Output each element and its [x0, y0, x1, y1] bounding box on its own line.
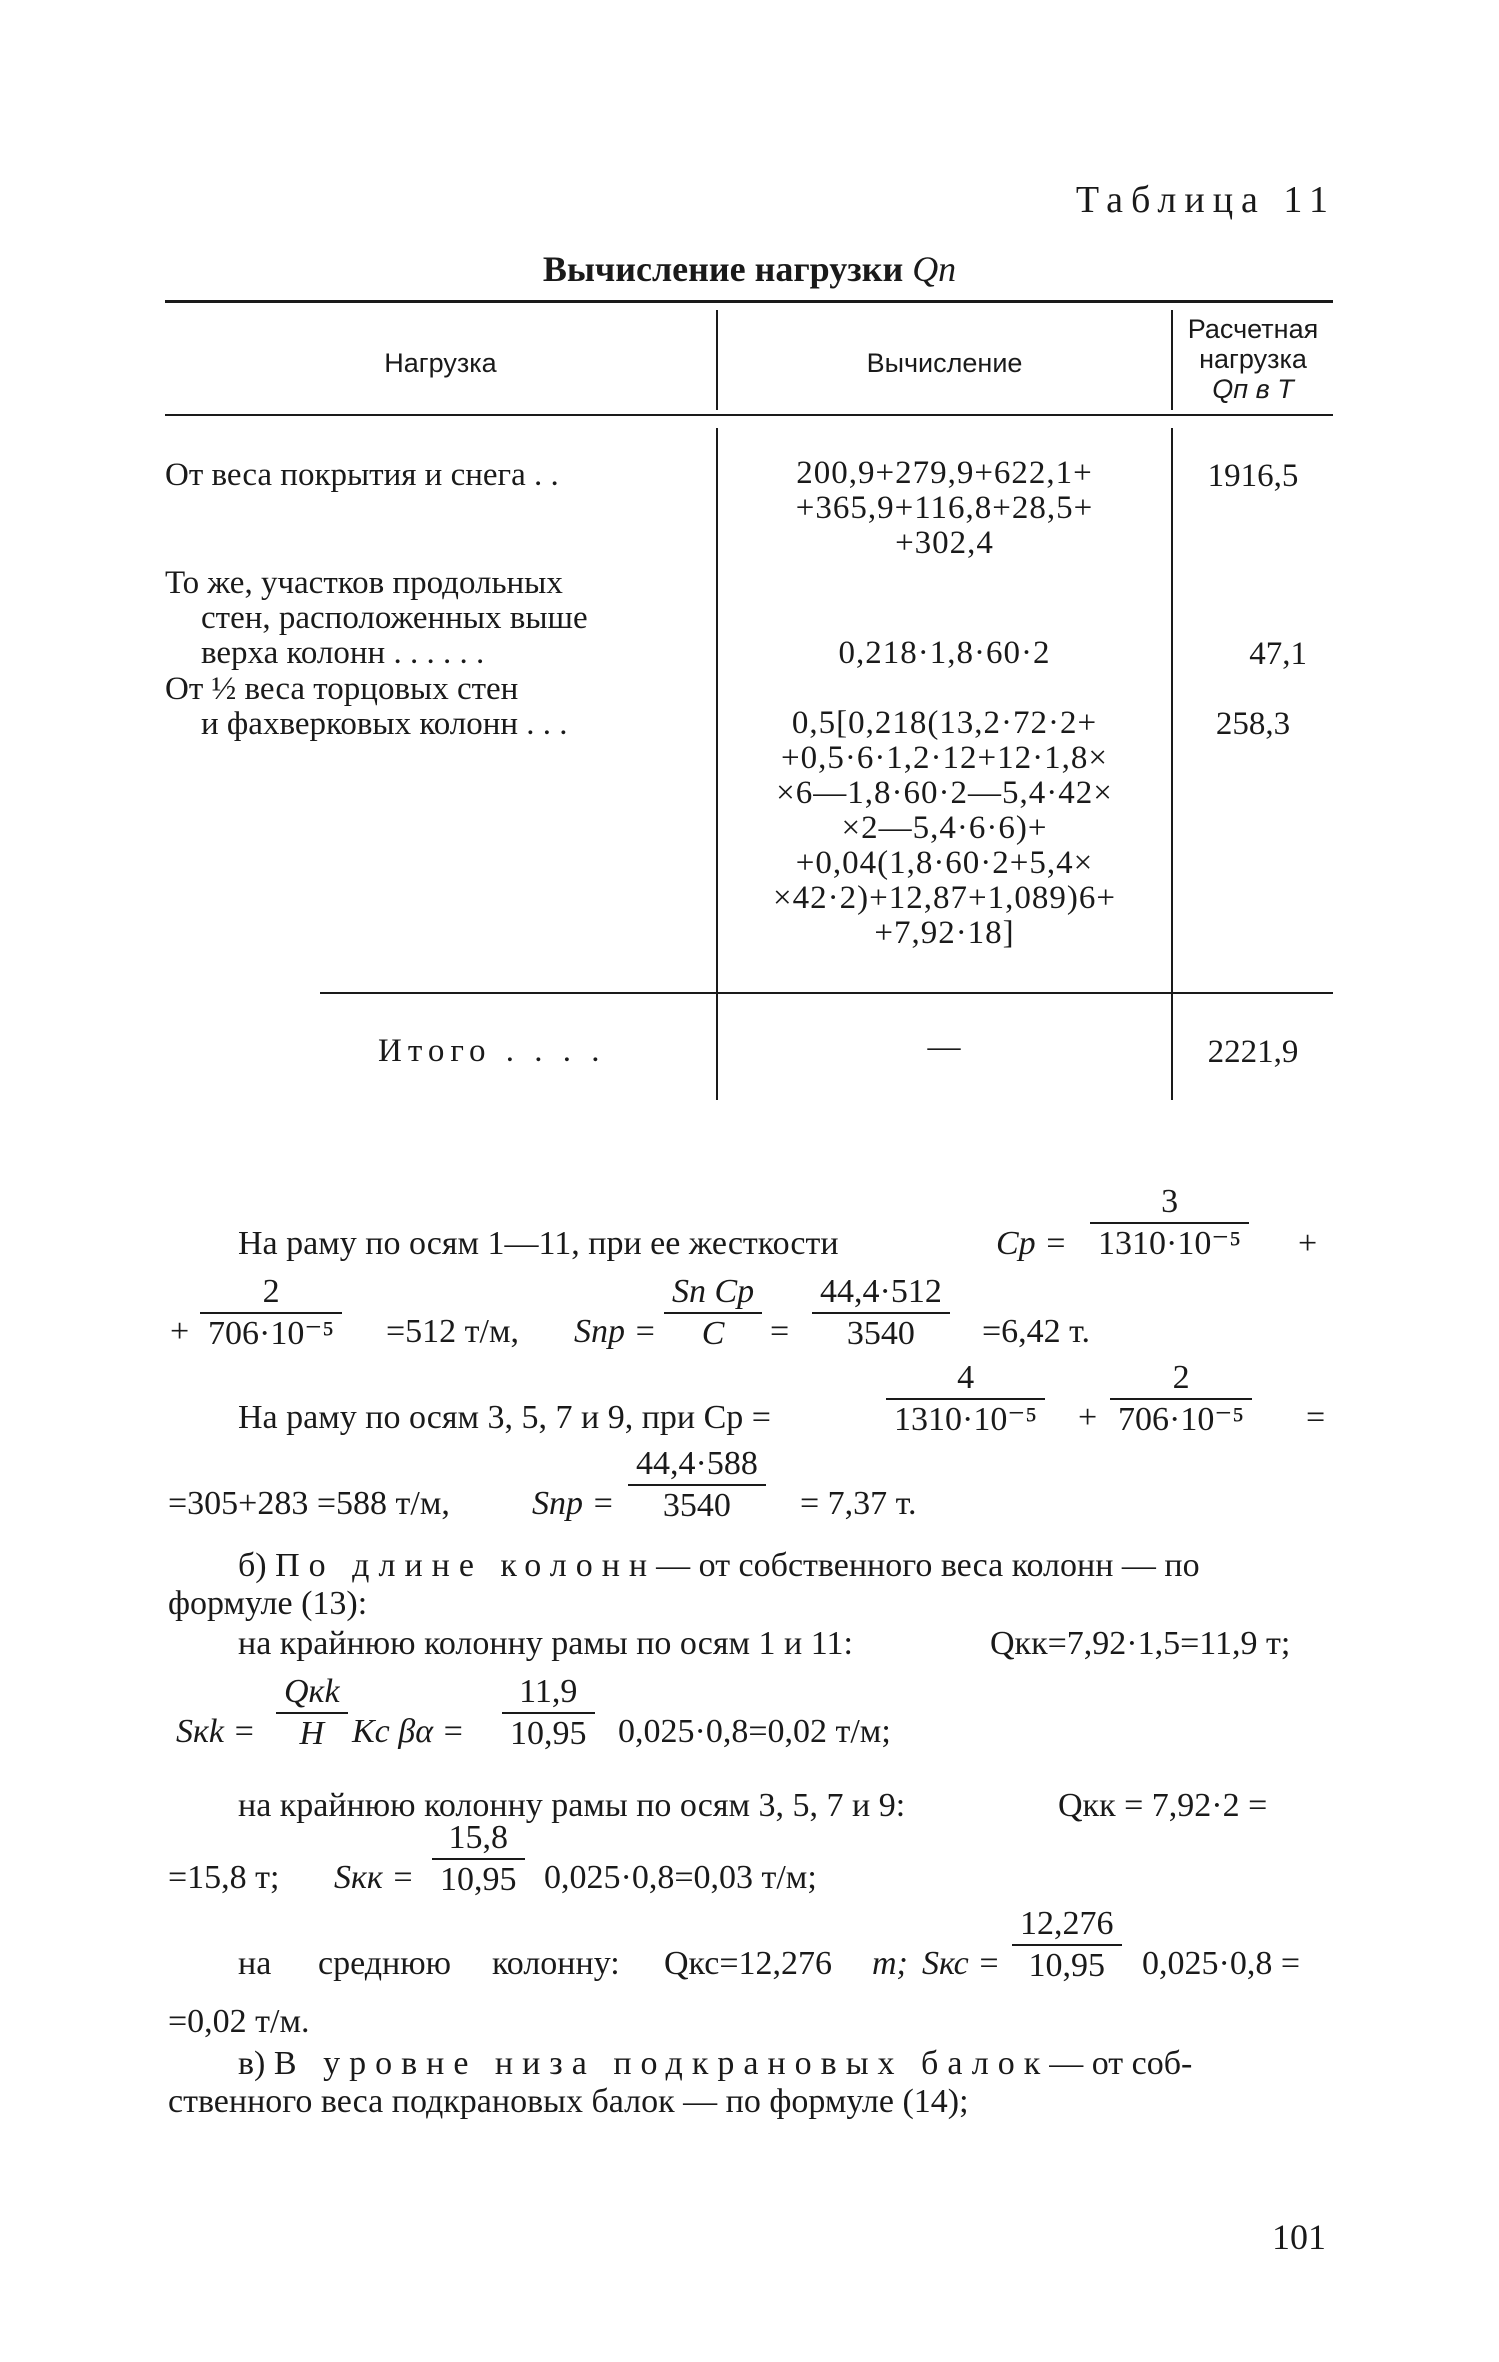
- p1-f2-den: 706·10⁻⁵: [208, 1315, 335, 1352]
- p1-plus: +: [1298, 1225, 1318, 1262]
- p1-f1-num: 3: [1090, 1182, 1249, 1224]
- row3-label: [165, 672, 700, 742]
- total-label: Итого . . . .: [378, 1033, 606, 1069]
- p1-fraction-4: [812, 1272, 950, 1354]
- p10-spaced: В уровне низа подкрановых балок: [273, 2045, 1050, 2082]
- row2-label-line: стен, расположенных выше: [201, 600, 588, 636]
- p5-fraction-2: [502, 1672, 595, 1754]
- p10-line2: ственного веса подкрановых балок — по формуле (14);: [168, 2083, 969, 2120]
- p2-f2-den: 706·10⁻⁵: [1118, 1401, 1245, 1438]
- p7-f-den: 10,95: [440, 1861, 517, 1898]
- row3-label-line: и фахверковых колонн . . .: [201, 706, 568, 742]
- row1-calc: [718, 456, 1171, 561]
- p2-intro: На раму по осям 3, 5, 7 и 9, при Cр =: [238, 1399, 771, 1436]
- p7-f-num: 15,8: [432, 1818, 525, 1860]
- p1-l2-result: =512 т/м,: [386, 1313, 519, 1350]
- table-title: [0, 248, 1499, 290]
- p2-plus: +: [1078, 1399, 1098, 1436]
- p10-rest: — от соб-: [1049, 2045, 1193, 2082]
- p1-f4-num: 44,4·512: [812, 1272, 950, 1314]
- p2-eq: =: [1306, 1399, 1326, 1436]
- p8-result: 0,025·0,8 =: [1142, 1945, 1300, 1982]
- p4-formula: Qкк=7,92·1,5=11,9 т;: [990, 1625, 1291, 1662]
- p3-rest: — от собственного веса колонн — по: [656, 1547, 1200, 1584]
- p1-intro: На раму по осям 1—11, при ее жесткости: [238, 1225, 839, 1262]
- p8-f-num: 12,276: [1012, 1904, 1122, 1946]
- p8-s: Sкс =: [922, 1945, 1001, 1982]
- p5-f1-den: H: [299, 1715, 325, 1752]
- p1-result: =6,42 т.: [982, 1313, 1090, 1350]
- p5-mid: Kс βα =: [352, 1713, 465, 1750]
- p1-fraction-1: [1090, 1182, 1249, 1264]
- p7-result: 0,025·0,8=0,03 т/м;: [544, 1859, 817, 1896]
- p8-f-den: 10,95: [1028, 1947, 1105, 1984]
- p3-line2: формуле (13):: [168, 1585, 368, 1622]
- p7-fraction: [432, 1818, 525, 1900]
- p2-f1-den: 1310·10⁻⁵: [894, 1401, 1038, 1438]
- row1-calc-line: +302,4: [895, 525, 994, 561]
- table-label: Таблица 11: [1075, 179, 1336, 221]
- header-value-line2: нагрузка: [1199, 344, 1307, 374]
- row1-calc-line: 200,9+279,9+622,1+: [796, 455, 1093, 491]
- row1-calc-line: +365,9+116,8+28,5+: [795, 490, 1094, 526]
- p2-f3-num: 44,4·588: [628, 1444, 766, 1486]
- p3-spaced: По длине колонн: [275, 1547, 657, 1584]
- row2-label: [165, 566, 700, 671]
- p2-result: = 7,37 т.: [800, 1485, 917, 1522]
- p7-s: Sкк =: [334, 1859, 415, 1896]
- p1-f4-den: 3540: [846, 1315, 915, 1352]
- row2-value: [1173, 636, 1333, 673]
- page-number: 101: [1272, 2217, 1326, 2257]
- header-calc: Вычисление: [866, 348, 1023, 378]
- row3-value: 258,3: [1215, 706, 1291, 742]
- p3-line1: [238, 1546, 1200, 1586]
- p6-text: на крайнюю колонну рамы по осям 3, 5, 7 и 9:: [238, 1787, 906, 1824]
- p8-t: т;: [872, 1945, 908, 1982]
- p5-f2-den: 10,95: [510, 1715, 587, 1752]
- table-top-rule: [165, 300, 1333, 303]
- row1-value: 1916,5: [1207, 458, 1299, 494]
- p1-f3-num: Sп Cр: [664, 1272, 762, 1314]
- row2-calc-line: 0,218·1,8·60·2: [838, 635, 1051, 671]
- total-calc: —: [927, 1029, 962, 1065]
- header-load: Нагрузка: [384, 348, 497, 378]
- p1-f3-den: C: [701, 1315, 725, 1352]
- row3-calc-line: ×2—5,4·6·6)+: [841, 810, 1048, 846]
- row3-label-line: От ½ веса торцовых стен: [165, 671, 519, 707]
- row1-label-line: От веса покрытия и снега . .: [165, 457, 559, 493]
- row3-calc: [718, 706, 1171, 951]
- p5-s: Sкk =: [176, 1713, 256, 1750]
- p8-fraction: [1012, 1904, 1122, 1986]
- row3-calc-line: +0,5·6·1,2·12+12·1,8×: [780, 740, 1109, 776]
- p1-line2-plus: +: [170, 1313, 190, 1350]
- p1-fraction-2: [200, 1272, 342, 1354]
- header-value: [1173, 314, 1333, 404]
- p2-sp: Sпр =: [532, 1485, 615, 1522]
- row3-calc-line: 0,5[0,218(13,2·72·2+: [791, 705, 1098, 741]
- table-header-rule: [165, 414, 1333, 416]
- table-title-symbol: Qп: [912, 249, 957, 289]
- p10-line1: [238, 2044, 1192, 2084]
- p1-fraction-3: [664, 1272, 762, 1354]
- row2-label-line: верха колонн . . . . . .: [201, 635, 485, 671]
- header-value-line1: Расчетная: [1187, 314, 1319, 344]
- p2-line2: =305+283 =588 т/м,: [168, 1485, 450, 1522]
- p7-left: =15,8 т;: [168, 1859, 280, 1896]
- p5-fraction-1: [276, 1672, 348, 1754]
- table-total-rule: [320, 992, 1333, 994]
- p2-f2-num: 2: [1110, 1358, 1252, 1400]
- table-title-text: Вычисление нагрузки: [542, 249, 904, 289]
- p8-q: Qкс=12,276: [664, 1945, 832, 1982]
- row1-label: [165, 458, 700, 493]
- p8-c: колонну:: [492, 1945, 620, 1982]
- p5-f2-num: 11,9: [502, 1672, 595, 1714]
- row2-value-text: 47,1: [1249, 636, 1307, 672]
- p3-label: б): [238, 1547, 267, 1584]
- p1-f1-den: 1310·10⁻⁵: [1098, 1225, 1242, 1262]
- p1-cp: Cр =: [996, 1225, 1068, 1262]
- p6-formula: Qкк = 7,92·2 =: [1058, 1787, 1268, 1824]
- p1-eq: =: [770, 1313, 790, 1350]
- p2-fraction-1: [886, 1358, 1045, 1440]
- p4-text: на крайнюю колонну рамы по осям 1 и 11:: [238, 1625, 853, 1662]
- p2-f3-den: 3540: [662, 1487, 731, 1524]
- row3-calc-line: +0,04(1,8·60·2+5,4×: [795, 845, 1094, 881]
- p2-f1-num: 4: [886, 1358, 1045, 1400]
- row3-calc-line: ×6—1,8·60·2—5,4·42×: [776, 775, 1113, 811]
- row2-label-line: То же, участков продольных: [165, 565, 563, 601]
- total-value: 2221,9: [1207, 1034, 1299, 1070]
- p9: =0,02 т/м.: [168, 2003, 310, 2040]
- p2-fraction-2: [1110, 1358, 1252, 1440]
- table-vline-2: [1171, 428, 1173, 1100]
- p5-result: 0,025·0,8=0,02 т/м;: [618, 1713, 891, 1750]
- header-value-line3: Qп в Т: [1212, 374, 1294, 404]
- row3-calc-line: +7,92·18]: [874, 915, 1015, 951]
- p8-a: на: [238, 1945, 272, 1982]
- row2-calc: [718, 636, 1171, 671]
- p1-sp: Sпр =: [574, 1313, 657, 1350]
- p1-f2-num: 2: [200, 1272, 342, 1314]
- p5-f1-num: Qкk: [276, 1672, 348, 1714]
- row3-calc-line: ×42·2)+12,87+1,089)6+: [773, 880, 1116, 916]
- p8-b: среднюю: [318, 1945, 452, 1982]
- p10-label: в): [238, 2045, 266, 2082]
- p2-fraction-3: [628, 1444, 766, 1526]
